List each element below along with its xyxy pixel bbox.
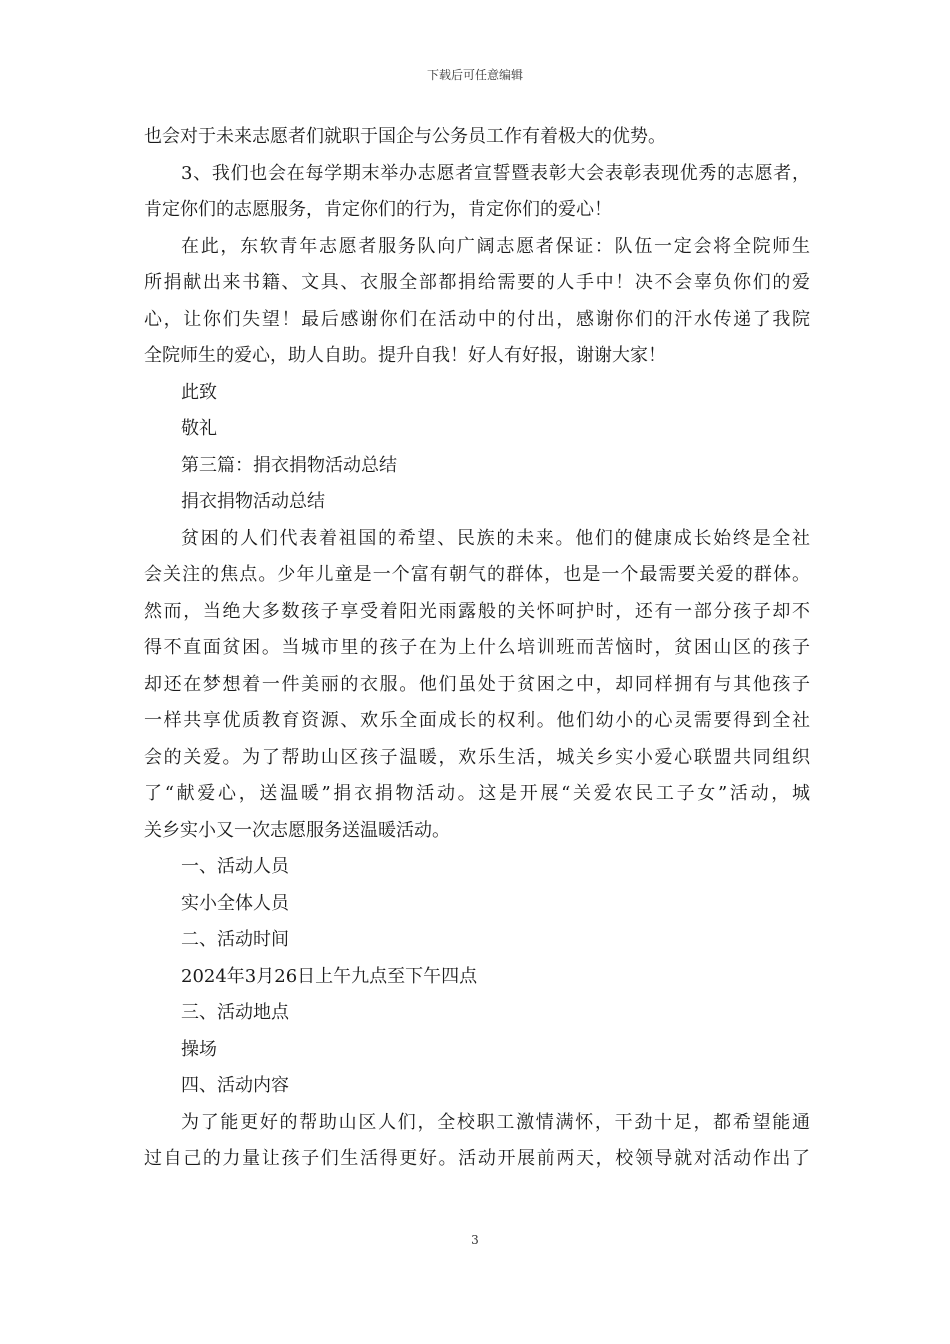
paragraph-line: 会关注的焦点。少年儿童是一个富有朝气的群体，也是一个最需要关爱的群体。: [144, 564, 810, 585]
activity-people-value: 实小全体人员: [181, 892, 289, 914]
paragraph-line: 也会对于未来志愿者们就职于国企与公务员工作有着极大的优势。: [144, 126, 666, 147]
paragraph-line: 贫困的人们代表着祖国的希望、民族的未来。他们的健康成长始终是全社: [181, 527, 810, 549]
paragraph-line: 全院师生的爱心，助人自助。提升自我！好人有好报，谢谢大家！: [144, 345, 666, 366]
closing-line: 敬礼: [181, 418, 217, 439]
paragraph-line: 会的关爱。为了帮助山区孩子温暖，欢乐生活，城关乡实小爱心联盟共同组织: [144, 746, 810, 768]
paragraph-line: 所捐献出来书籍、文具、衣服全部都捐给需要的人手中！决不会辜负你们的爱: [144, 272, 810, 293]
section-subtitle: 捐衣捐物活动总结: [181, 491, 325, 512]
page-header: 下载后可任意编辑: [426, 68, 523, 82]
paragraph-line: 然而，当绝大多数孩子享受着阳光雨露般的关怀呵护时，还有一部分孩子却不: [144, 600, 810, 622]
heading-activity-people: 一、活动人员: [181, 856, 289, 877]
activity-time-value: 2024年3月26日上午九点至下午四点: [181, 965, 478, 987]
paragraph-line: 肯定你们的志愿服务，肯定你们的行为，肯定你们的爱心！: [144, 199, 612, 220]
paragraph-line: 了“献爱心，送温暖”捐衣捐物活动。这是开展“关爱农民工子女”活动，城: [144, 783, 810, 804]
paragraph-line: 却还在梦想着一件美丽的衣服。他们虽处于贫困之中，却同样拥有与其他孩子: [144, 673, 810, 695]
page-number: 3: [471, 1233, 479, 1247]
paragraph-line: 心，让你们失望！最后感谢你们在活动中的付出，感谢你们的汗水传递了我院: [144, 308, 810, 330]
heading-activity-time: 二、活动时间: [181, 929, 289, 950]
paragraph-line: 得不直面贫困。当城市里的孩子在为上什么培训班而苦恼时，贫困山区的孩子: [144, 637, 810, 658]
section-title: 第三篇：捐衣捐物活动总结: [181, 454, 397, 476]
paragraph-line: 一样共享优质教育资源、欢乐全面成长的权利。他们幼小的心灵需要得到全社: [144, 710, 810, 731]
paragraph-line: 过自己的力量让孩子们生活得更好。活动开展前两天，校领导就对活动作出了: [144, 1148, 810, 1169]
activity-place-value: 操场: [181, 1038, 217, 1060]
document-body: [144, 119, 810, 1178]
paragraph-line: 关乡实小又一次志愿服务送温暖活动。: [144, 819, 450, 841]
closing-line: 此致: [181, 381, 217, 403]
paragraph-line: 为了能更好的帮助山区人们，全校职工激情满怀，干劲十足，都希望能通: [181, 1111, 810, 1133]
paragraph-line: 在此，东软青年志愿者服务队向广阔志愿者保证：队伍一定会将全院师生: [181, 235, 810, 257]
heading-activity-content: 四、活动内容: [181, 1075, 289, 1096]
paragraph-line: 3、我们也会在每学期末举办志愿者宣誓暨表彰大会表彰表现优秀的志愿者，: [181, 162, 810, 184]
heading-activity-place: 三、活动地点: [181, 1002, 289, 1023]
